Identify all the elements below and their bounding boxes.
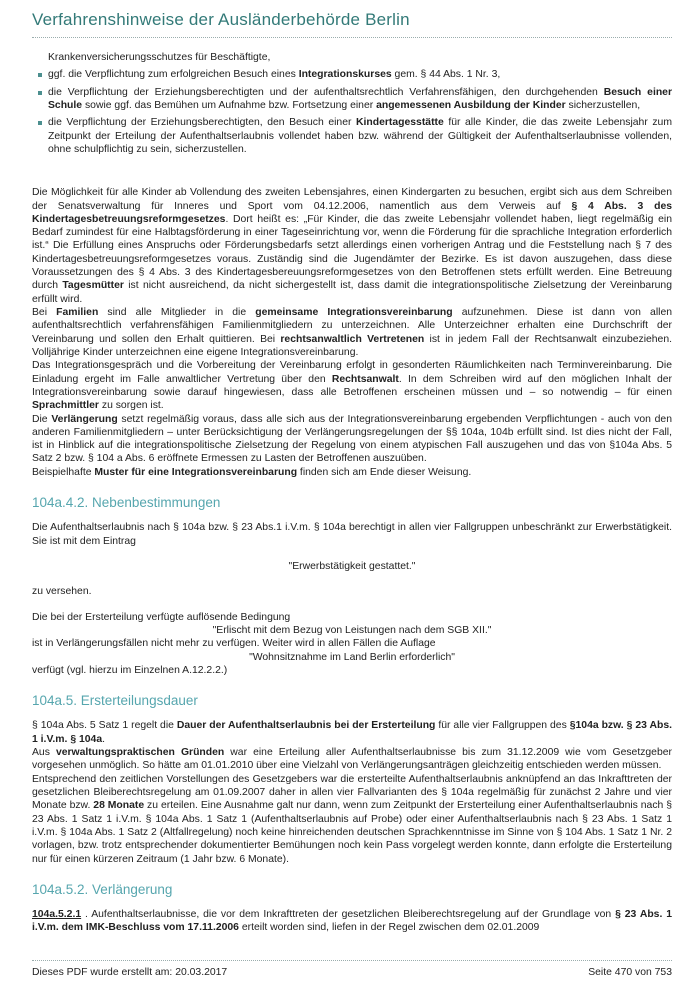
text-run: für alle Kinder, die das zweite Lebensjahr zum Zeitpunkt der Erteilung der Aufenthaltserlaubnis vollendet haben bzw. während der Gültigkeit der Aufenthaltserlaubnisse vollenden, ohne schulpflichtig zu sein, sicherzustellen. bbox=[48, 117, 672, 155]
list-continuation bbox=[38, 51, 672, 64]
emphasis-text: Kindertagesstätte bbox=[356, 117, 444, 129]
text-run: war eine Erteilung aller Aufenthaltserlaubnisse bis zum 31.12.2009 wie vom Gesetzgeber vorgesehen unmöglich. So hätte am 01.01.2010 über eine Vielzahl von Verlängerungsanträgen gleichzeitig entschieden werden müssen. bbox=[32, 747, 672, 772]
footer-created-text: Dieses PDF wurde erstellt am: 20.03.2017 bbox=[32, 967, 228, 978]
text-run: 104a.5. Ersterteilungsdauer bbox=[32, 693, 198, 709]
text-run: Die bbox=[32, 413, 52, 425]
text-run: zu erteilen. Eine Ausnahme galt nur dann, wenn zum Zeitpunkt der Ersterteilung einer Aufenthaltserlaubnis nach § 23 Abs. 1 Satz 1 i.V.m. § 104a Abs. 1 Satz 1 (Aufenthaltserlaubnis auf Probe) oder einer Aufenthaltserlaubnis nach § 23 Abs. 1 Satz 1 i.V.m. § 104a Abs. 1 Satz 2 (Altfallregelung) noch keine hinreichenden deutschen Sprachkenntnisse im Sinne von § 104 Abs. 1 Satz 1 Nr. 2 vorlagen, bzw. trotz entsprechender dokumentierter Bemühungen noch kein Pass vorgelegt werden konnte, dann erfolgte die Ersterteilung nur für einen kürzeren Zeitraum (1 Jahr bzw. 6 Monate). bbox=[32, 800, 672, 865]
text-run: Die Aufenthaltserlaubnis nach § 104a bzw. § 23 Abs.1 i.V.m. § 104a berechtigt in allen vier Fallgruppen unbeschränkt zur Erwerbstätigkeit. Sie ist mit dem Eintrag bbox=[32, 522, 672, 547]
paragraph bbox=[32, 664, 672, 677]
paragraph bbox=[32, 585, 672, 598]
text-run: die Verpflichtung der Erziehungsberechtigten und der aufenthaltsrechtlich Verfahrensfähigen, den durchgehenden bbox=[48, 86, 604, 98]
paragraph bbox=[32, 719, 672, 746]
bullet-square-icon bbox=[38, 73, 42, 77]
emphasis-text: Rechtsanwalt bbox=[331, 373, 399, 385]
text-run: "Erwerbstätigkeit gestattet." bbox=[288, 560, 416, 572]
bullet-item bbox=[38, 86, 672, 113]
emphasis-text: Muster für eine Integrationsvereinbarung bbox=[94, 466, 298, 478]
emphasis-text: rechtsanwaltlich Vertretenen bbox=[280, 333, 425, 345]
bullet-text bbox=[48, 116, 672, 156]
footer bbox=[32, 960, 672, 978]
centered-quote bbox=[32, 651, 672, 664]
emphasis-text: Dauer der Aufenthaltserlaubnis bei der Ersterteilung bbox=[176, 720, 436, 732]
bullet-text bbox=[48, 51, 672, 64]
bullet-square-icon bbox=[38, 91, 42, 95]
text-run: ggf. die Verpflichtung zum erfolgreichen Besuch eines bbox=[48, 69, 299, 81]
text-run: . Dort heißt es: „Für Kinder, die das zweite Lebensjahr vollendet haben, liegt regelmäßig ein Bedarf zumindest für eine Halbtagsförderung in einer Tageseinrichtung vor, wenn die Förderung für die sprachliche Integration erforderlich ist.“ Die Erfüllung eines Anspruchs oder Förderungsbedarfs setzt allerdings einen vorherigen Antrag und die Feststellung nach § 7 des Kindertagesbetreuungsreformgesetzes voraus. Zuständig sind die Jugendämter der Bezirke. Es ist davon auszugehen, dass diese Voraussetzungen des § 4 Abs. 3 des Kindertagesbereuungsreformgesetzes von den Betroffenen stets erfüllt werden. Eine Betreuung durch bbox=[32, 213, 672, 292]
text-run: die Verpflichtung der Erziehungsberechtigten, den Besuch einer bbox=[48, 117, 356, 129]
emphasis-text: Familien bbox=[56, 307, 99, 318]
paragraph bbox=[32, 908, 672, 935]
text-run: zu sorgen ist. bbox=[98, 400, 164, 412]
emphasis-text: verwaltungspraktischen Gründen bbox=[55, 747, 225, 759]
text-run: sowie ggf. das Bemühen um Aufnahme bzw. Fortsetzung einer bbox=[82, 99, 377, 111]
emphasis-text: § 23 Abs. 1 i.V.m. dem IMK-Beschluss vom 17.11.2006 bbox=[32, 909, 672, 934]
text-run: aufzunehmen. Diese ist dann von allen aufenthaltsrechtlich verfahrensfähigen Familienmitgliedern zu unterzeichnen. Alle Unterzeichner erhalten eine Durchschrift der Vereinbarung und sollen den Erhalt quittieren. Bei bbox=[32, 307, 672, 345]
text-run: 104a.4.2. Nebenbestimmungen bbox=[32, 495, 221, 511]
text-run: für alle vier Fallgruppen des bbox=[435, 720, 570, 732]
text-run: ist in Verlängerungsfällen nicht mehr zu verfügen. Weiter wird in allen Fällen die Auflage bbox=[32, 638, 436, 650]
paragraph bbox=[32, 611, 672, 624]
paragraph bbox=[32, 466, 672, 479]
paragraph bbox=[32, 306, 672, 359]
emphasis-text: Verlängerung bbox=[51, 413, 118, 425]
emphasis-text: 28 Monate bbox=[93, 800, 145, 812]
document-content bbox=[32, 51, 672, 935]
section-heading bbox=[32, 494, 672, 511]
text-run: ist nicht ausreichend, da nicht sichergestellt ist, dass damit die integrationspolitische Zielsetzung der Vereinbarung erfüllt wird. bbox=[32, 280, 672, 305]
emphasis-text: Sprachmittler bbox=[32, 400, 99, 412]
text-run: ist in jedem Fall der Rechtsanwalt einzubeziehen. Volljährige Kinder unterzeichnen eine eigene Integrationsvereinbarung. bbox=[32, 333, 672, 358]
emphasis-text: Tagesmütter bbox=[62, 280, 124, 292]
bullet-item bbox=[38, 116, 672, 156]
emphasis-text: Besuch einer Schule bbox=[48, 86, 672, 111]
text-run: Das Integrationsgespräch und die Vorbereitung der Vereinbarung erfolgt in gesonderten Räumlichkeiten nach Terminvereinbarung. Die Einladung ergeht im Falle anwaltlicher Vertretung über den bbox=[32, 360, 672, 385]
text-run: setzt regelmäßig voraus, dass alle sich aus der Integrationsvereinbarung ergebenden Verpflichtungen - auch von den anderen Familienmitgliedern – unter Berücksichtigung der Verlängerungsregelungen der §§ 104a, 104b erfüllt sind. Ist dies nicht der Fall, ist in Hinblick auf die integrationspolitische Zielsetzung der Regelung von einem atypischen Fall auszugehen und das von §104a Abs. 5 Satz 2 bzw. § 104 a Abs. 6 eröffnete Ermessen zu Lasten der Betroffenen auszuüben. bbox=[32, 413, 672, 465]
text-run: Krankenversicherungsschutzes für Beschäftigte, bbox=[48, 52, 271, 63]
emphasis-text: §104a bzw. § 23 Abs. 1 i.V.m. § 104a bbox=[32, 720, 672, 745]
text-run: erteilt worden sind, liefen in der Regel zwischen dem 02.01.2009 bbox=[238, 922, 540, 934]
text-run: . Aufenthaltserlaubnisse, die vor dem Inkrafttreten der gesetzlichen Bleiberechtsregelung auf der Grundlage von bbox=[81, 909, 616, 921]
paragraph bbox=[32, 413, 672, 466]
paragraph bbox=[32, 521, 672, 548]
emphasis-text: angemessenen Ausbildung der Kinder bbox=[376, 99, 566, 111]
text-run: "Erlischt mit dem Bezug von Leistungen nach dem SGB XII." bbox=[212, 624, 492, 636]
text-run: Beispielhafte bbox=[32, 466, 95, 478]
text-run: Entsprechend den zeitlichen Vorstellungen des Gesetzgebers war die ersterteilte Aufenthaltserlaubnis anknüpfend an das Inkrafttreten der gesetzlichen Bleiberechtsregelung am 01.09.2007 daher in allen vier Fallvarianten des § 104a regelmäßig für zunächst 2 Jahre und vier Monate bzw. bbox=[32, 773, 672, 812]
paragraph bbox=[32, 637, 672, 650]
bullet-text bbox=[48, 86, 672, 113]
text-run: 104a.5.2. Verlängerung bbox=[32, 881, 173, 897]
paragraph bbox=[32, 773, 672, 866]
bullet-text bbox=[48, 68, 672, 81]
text-run: Die bei der Ersterteilung verfügte auflösende Bedingung bbox=[32, 611, 291, 623]
text-run: sicherzustellen, bbox=[565, 99, 641, 111]
emphasis-text: gemeinsame Integrationsvereinbarung bbox=[255, 307, 453, 318]
text-run: . bbox=[102, 733, 105, 745]
text-run: "Wohnsitznahme im Land Berlin erforderlich" bbox=[249, 651, 455, 663]
centered-quote bbox=[32, 560, 672, 573]
section-heading bbox=[32, 881, 672, 898]
text-run: Die Möglichkeit für alle Kinder ab Vollendung des zweiten Lebensjahres, einen Kindergarten zu besuchen, ergibt sich aus dem Schreiben der Senatsverwaltung für Inneres und Sport vom 04.12.2006, namentlich aus dem Verweis auf bbox=[32, 187, 672, 212]
centered-quote bbox=[32, 624, 672, 637]
text-run: . In dem Schreiben wird auf den möglichen Inhalt der Integrationsvereinbarung sowie darauf hingewiesen, dass alle Betroffenen erscheinen müssen und – so notwendig – für einen bbox=[32, 373, 672, 398]
text-run: verfügt (vgl. hierzu im Einzelnen A.12.2.2.) bbox=[32, 664, 228, 676]
emphasis-text: Integrationskurses bbox=[298, 69, 392, 81]
text-run: § 104a Abs. 5 Satz 1 regelt die bbox=[32, 720, 177, 732]
text-run: gem. § 44 Abs. 1 Nr. 3, bbox=[391, 69, 501, 81]
paragraph bbox=[32, 746, 672, 773]
paragraph bbox=[32, 186, 672, 306]
paragraph bbox=[32, 359, 672, 412]
emphasis-text: § 4 Abs. 3 des Kindertagesbetreuungsreformgesetzes bbox=[32, 200, 672, 225]
bullet-item bbox=[38, 68, 672, 81]
text-run: finden sich am Ende dieser Weisung. bbox=[297, 466, 472, 478]
text-run: sind alle Mitglieder in die bbox=[98, 307, 256, 318]
emphasis-text: 104a.5.2.1 bbox=[32, 909, 82, 921]
page-title: Verfahrenshinweise der Ausländerbehörde Berlin bbox=[32, 10, 672, 38]
bullet-square-icon bbox=[38, 121, 42, 125]
footer-page-number: Seite 470 von 753 bbox=[588, 967, 672, 978]
text-run: zu versehen. bbox=[32, 586, 92, 598]
text-run: Aus bbox=[32, 747, 56, 759]
text-run: Bei bbox=[32, 307, 57, 318]
section-heading bbox=[32, 692, 672, 709]
